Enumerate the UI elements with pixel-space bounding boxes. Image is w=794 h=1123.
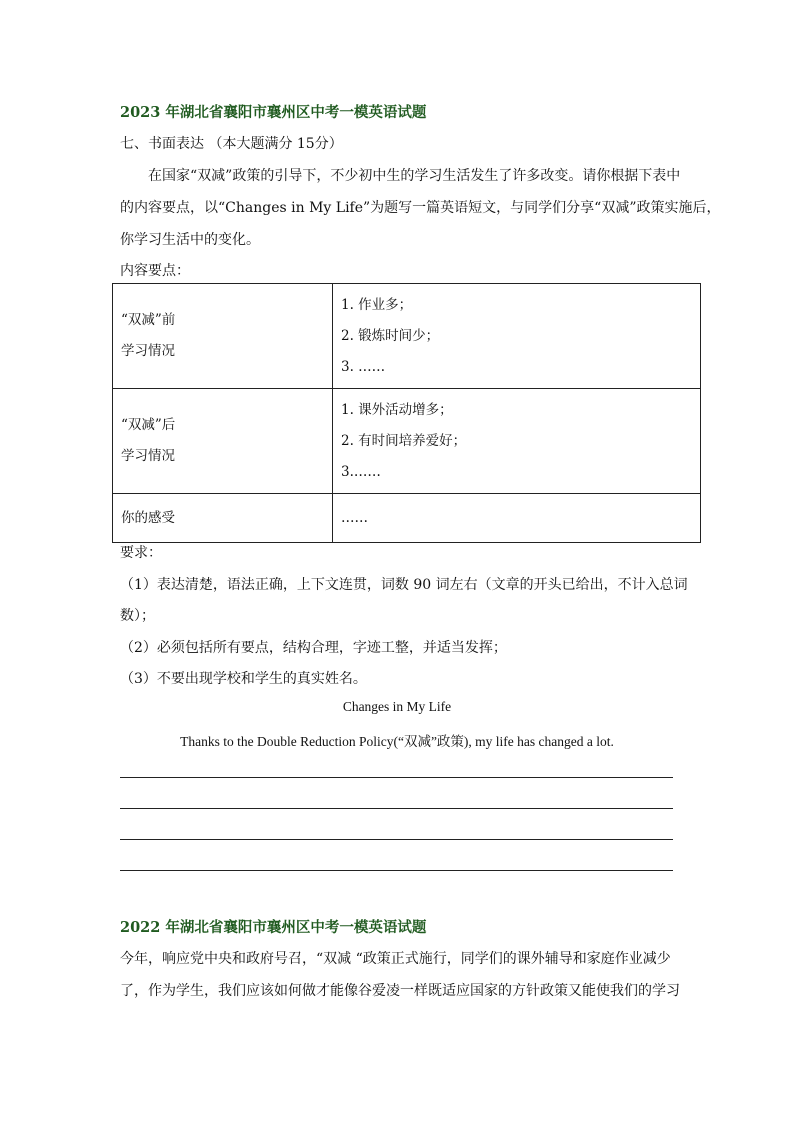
intro-line-3: 你学习生活中的变化。 (120, 232, 260, 248)
table-cell-content (333, 284, 701, 389)
content-points-table (112, 283, 701, 543)
essay-opening: Thanks to the Double Reduction Policy(“双减”政策), my life has changed a lot. (180, 734, 614, 749)
table-cell-label (113, 389, 333, 494)
points-label: 内容要点： (120, 263, 190, 279)
writing-line[interactable] (120, 839, 673, 840)
cell-line: 学习情况 (121, 343, 175, 359)
requirement-3: （3）不要出现学校和学生的真实姓名。 (120, 671, 367, 687)
table-row (113, 494, 701, 543)
intro-line-2: 的内容要点，以“Changes in My Life”为题写一篇英语短文，与同学们分享“双减”政策实施后， (120, 200, 721, 216)
table-cell-content (333, 494, 701, 543)
table-cell-label (113, 284, 333, 389)
requirement-2: （2）必须包括所有要点，结构合理，字迹工整，并适当发挥； (120, 640, 507, 656)
requirement-1: （1）表达清楚，语法正确，上下文连贯，词数 90 词左右（文章的开头已给出，不计入总词 (120, 577, 688, 593)
section-title: 七、书面表达 （本大题满分 15分） (120, 136, 343, 152)
cell-line: “双减”后 (121, 417, 176, 433)
cell-line: 你的感受 (121, 509, 175, 526)
cell-line: 学习情况 (121, 448, 175, 464)
writing-line[interactable] (120, 808, 673, 809)
passage-line-1: 今年，响应党中央和政府号召，“双减 “政策正式施行，同学们的课外辅导和家庭作业减少 (120, 951, 671, 967)
essay-title: Changes in My Life (342, 699, 452, 714)
passage-line-2: 了，作为学生，我们应该如何做才能像谷爱凌一样既适应国家的方针政策又能使我们的学习 (120, 983, 680, 999)
cell-line: 3. …… (341, 358, 386, 375)
cell-line: …… (341, 509, 368, 526)
cell-line: 2. 有时间培养爱好； (341, 432, 467, 449)
table-cell-content (333, 389, 701, 494)
writing-line[interactable] (120, 870, 673, 871)
cell-line: 2. 锻炼时间少； (341, 327, 440, 344)
cell-line: 1. 课外活动增多； (341, 401, 453, 418)
table-row (113, 389, 701, 494)
intro-line-1: 在国家“双减”政策的引导下，不少初中生的学习生活发生了许多改变。请你根据下表中 (148, 168, 681, 184)
cell-line: 1. 作业多； (341, 296, 413, 313)
heading-2023: 2023 年湖北省襄阳市襄州区中考一模英语试题 (120, 104, 427, 121)
writing-line[interactable] (120, 777, 673, 778)
requirements-label: 要求： (120, 545, 162, 561)
cell-line: “双减”前 (121, 312, 176, 328)
heading-2022: 2022 年湖北省襄阳市襄州区中考一模英语试题 (120, 919, 427, 936)
cell-line: 3.…… (341, 463, 381, 480)
requirement-1-cont: 数）； (120, 608, 155, 624)
table-row (113, 284, 701, 389)
table-cell-label (113, 494, 333, 543)
